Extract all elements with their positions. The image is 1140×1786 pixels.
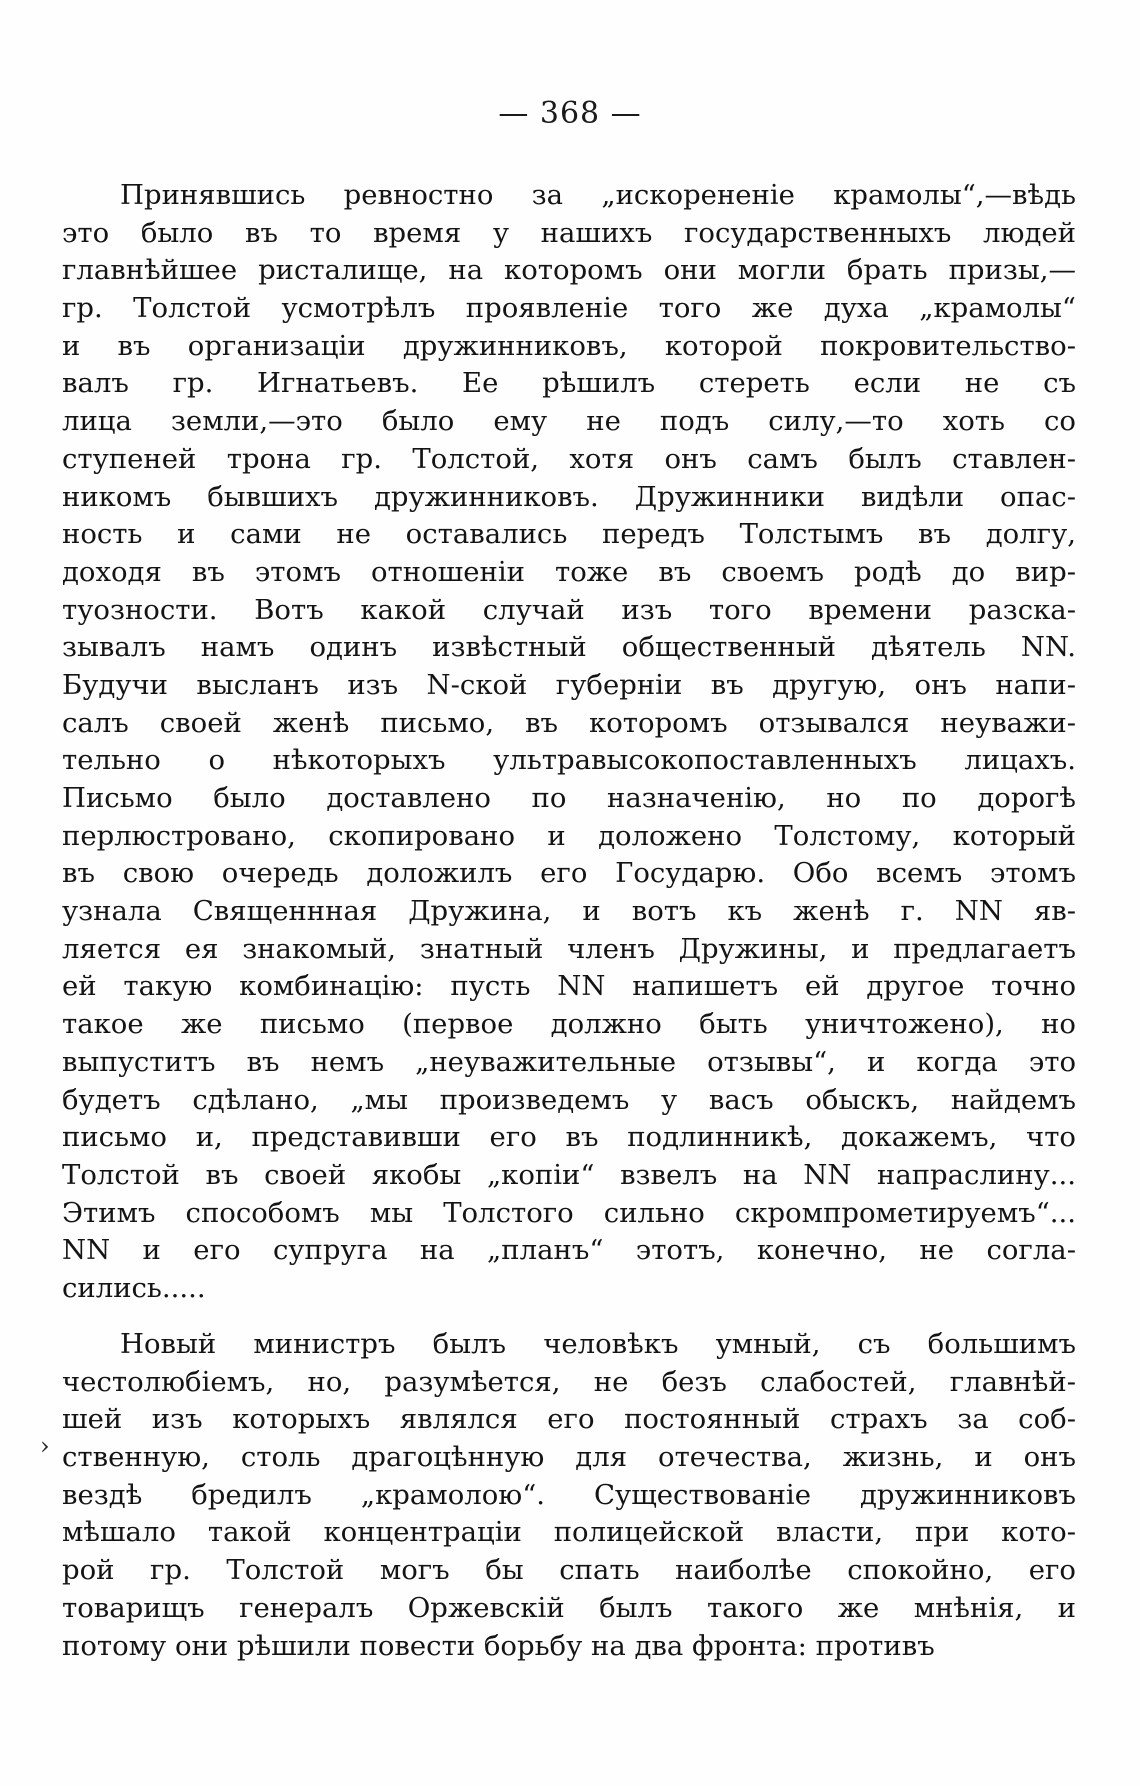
text-line: это было въ то время у нашихъ государственныхъ людей xyxy=(62,216,1076,249)
text-line: мѣшало такой концентраціи полицейской власти, при кото- xyxy=(62,1516,1076,1549)
text-line: Толстой въ своей якобы „копіи“ взвелъ на NN напраслину... xyxy=(62,1158,1076,1191)
text-line: письмо и, представивши его въ подлинникѣ, докажемъ, что xyxy=(62,1121,1076,1154)
text-line: выпуститъ въ немъ „неуважительные отзывы“, и когда это xyxy=(62,1045,1076,1078)
text-line: доходя въ этомъ отношеніи тоже въ своемъ родѣ до вир- xyxy=(62,555,1076,588)
text-line: товарищъ генералъ Оржевскій былъ такого же мнѣнія, и xyxy=(62,1591,1076,1624)
text-line: ей такую комбинацію: пусть NN напишетъ ей другое точно xyxy=(62,970,1076,1003)
text-line: Письмо было доставлено по назначенію, но по дорогѣ xyxy=(62,782,1076,814)
text-line: Будучи высланъ изъ N-ской губерніи въ другую, онъ напи- xyxy=(62,668,1076,701)
text-line: потому они рѣшили повести борьбу на два фронта: противъ xyxy=(62,1629,935,1662)
text-line: ступеней трона гр. Толстой, хотя онъ самъ былъ ставлен- xyxy=(62,442,1076,475)
margin-mark: › xyxy=(40,1432,50,1460)
text-line: лица земли,—это было ему не подъ силу,—то хоть со xyxy=(62,405,1076,438)
text-line: Новый министръ былъ человѣкъ умный, съ большимъ xyxy=(120,1328,1076,1360)
paragraph-2 xyxy=(62,1326,1076,1665)
page-number: — 368 — xyxy=(498,96,642,131)
text-line: тельно о нѣкоторыхъ ультравысокопоставленныхъ лицахъ. xyxy=(62,744,1076,777)
text-line: вездѣ бредилъ „крамолою“. Существованіе дружинниковъ xyxy=(62,1478,1076,1511)
text-line: ность и сами не оставались передъ Толстымъ въ долгу, xyxy=(62,518,1076,551)
text-line: зывалъ намъ одинъ извѣстный общественный дѣятель NN. xyxy=(62,631,1076,664)
text-line: такое же письмо (первое должно быть уничтожено), но xyxy=(62,1008,1076,1041)
text-line: въ свою очередь доложилъ его Государю. Обо всемъ этомъ xyxy=(62,857,1076,890)
text-line: никомъ бывшихъ дружинниковъ. Дружинники видѣли опас- xyxy=(62,480,1076,513)
text-line: главнѣйшее ристалище, на которомъ они могли брать призы,— xyxy=(62,254,1076,287)
text-line: честолюбіемъ, но, разумѣется, не безъ слабостей, главнѣй- xyxy=(62,1365,1076,1398)
text-line: рой гр. Толстой могъ бы спать наиболѣе спокойно, его xyxy=(62,1554,1076,1587)
text-line: NN и его супруга на „планъ“ этотъ, конечно, не согла- xyxy=(62,1234,1076,1267)
text-line: Этимъ способомъ мы Толстого сильно скромпрометируемъ“... xyxy=(62,1196,1076,1229)
text-line: и въ организаціи дружинниковъ, которой покровительство- xyxy=(62,329,1076,362)
text-line: узнала Священнная Дружина, и вотъ къ женѣ г. NN яв- xyxy=(62,895,1076,928)
text-line: ственную, столь драгоцѣнную для отечества, жизнь, и онъ xyxy=(62,1441,1076,1474)
text-line: ляется ея знакомый, знатный членъ Дружины, и предлагаетъ xyxy=(62,932,1076,965)
text-line: салъ своей женѣ письмо, въ которомъ отзывался неуважи- xyxy=(62,706,1076,739)
text-line: валъ гр. Игнатьевъ. Ее рѣшилъ стереть если не съ xyxy=(62,367,1076,400)
text-line: сились..... xyxy=(62,1271,206,1304)
text-line: шей изъ которыхъ являлся его постоянный страхъ за соб- xyxy=(62,1403,1076,1436)
paragraph-1 xyxy=(62,177,1076,1308)
text-line: будетъ сдѣлано, „мы произведемъ у васъ обыскъ, найдемъ xyxy=(62,1083,1076,1116)
text-line: перлюстровано, скопировано и доложено Толстому, который xyxy=(62,819,1076,852)
text-line: туозности. Вотъ какой случай изъ того времени разска- xyxy=(62,593,1076,626)
text-line: гр. Толстой усмотрѣлъ проявленіе того же духа „крамолы“ xyxy=(62,292,1076,325)
text-line: Принявшись ревностно за „искорененіе крамолы“,—вѣдь xyxy=(120,179,1076,211)
